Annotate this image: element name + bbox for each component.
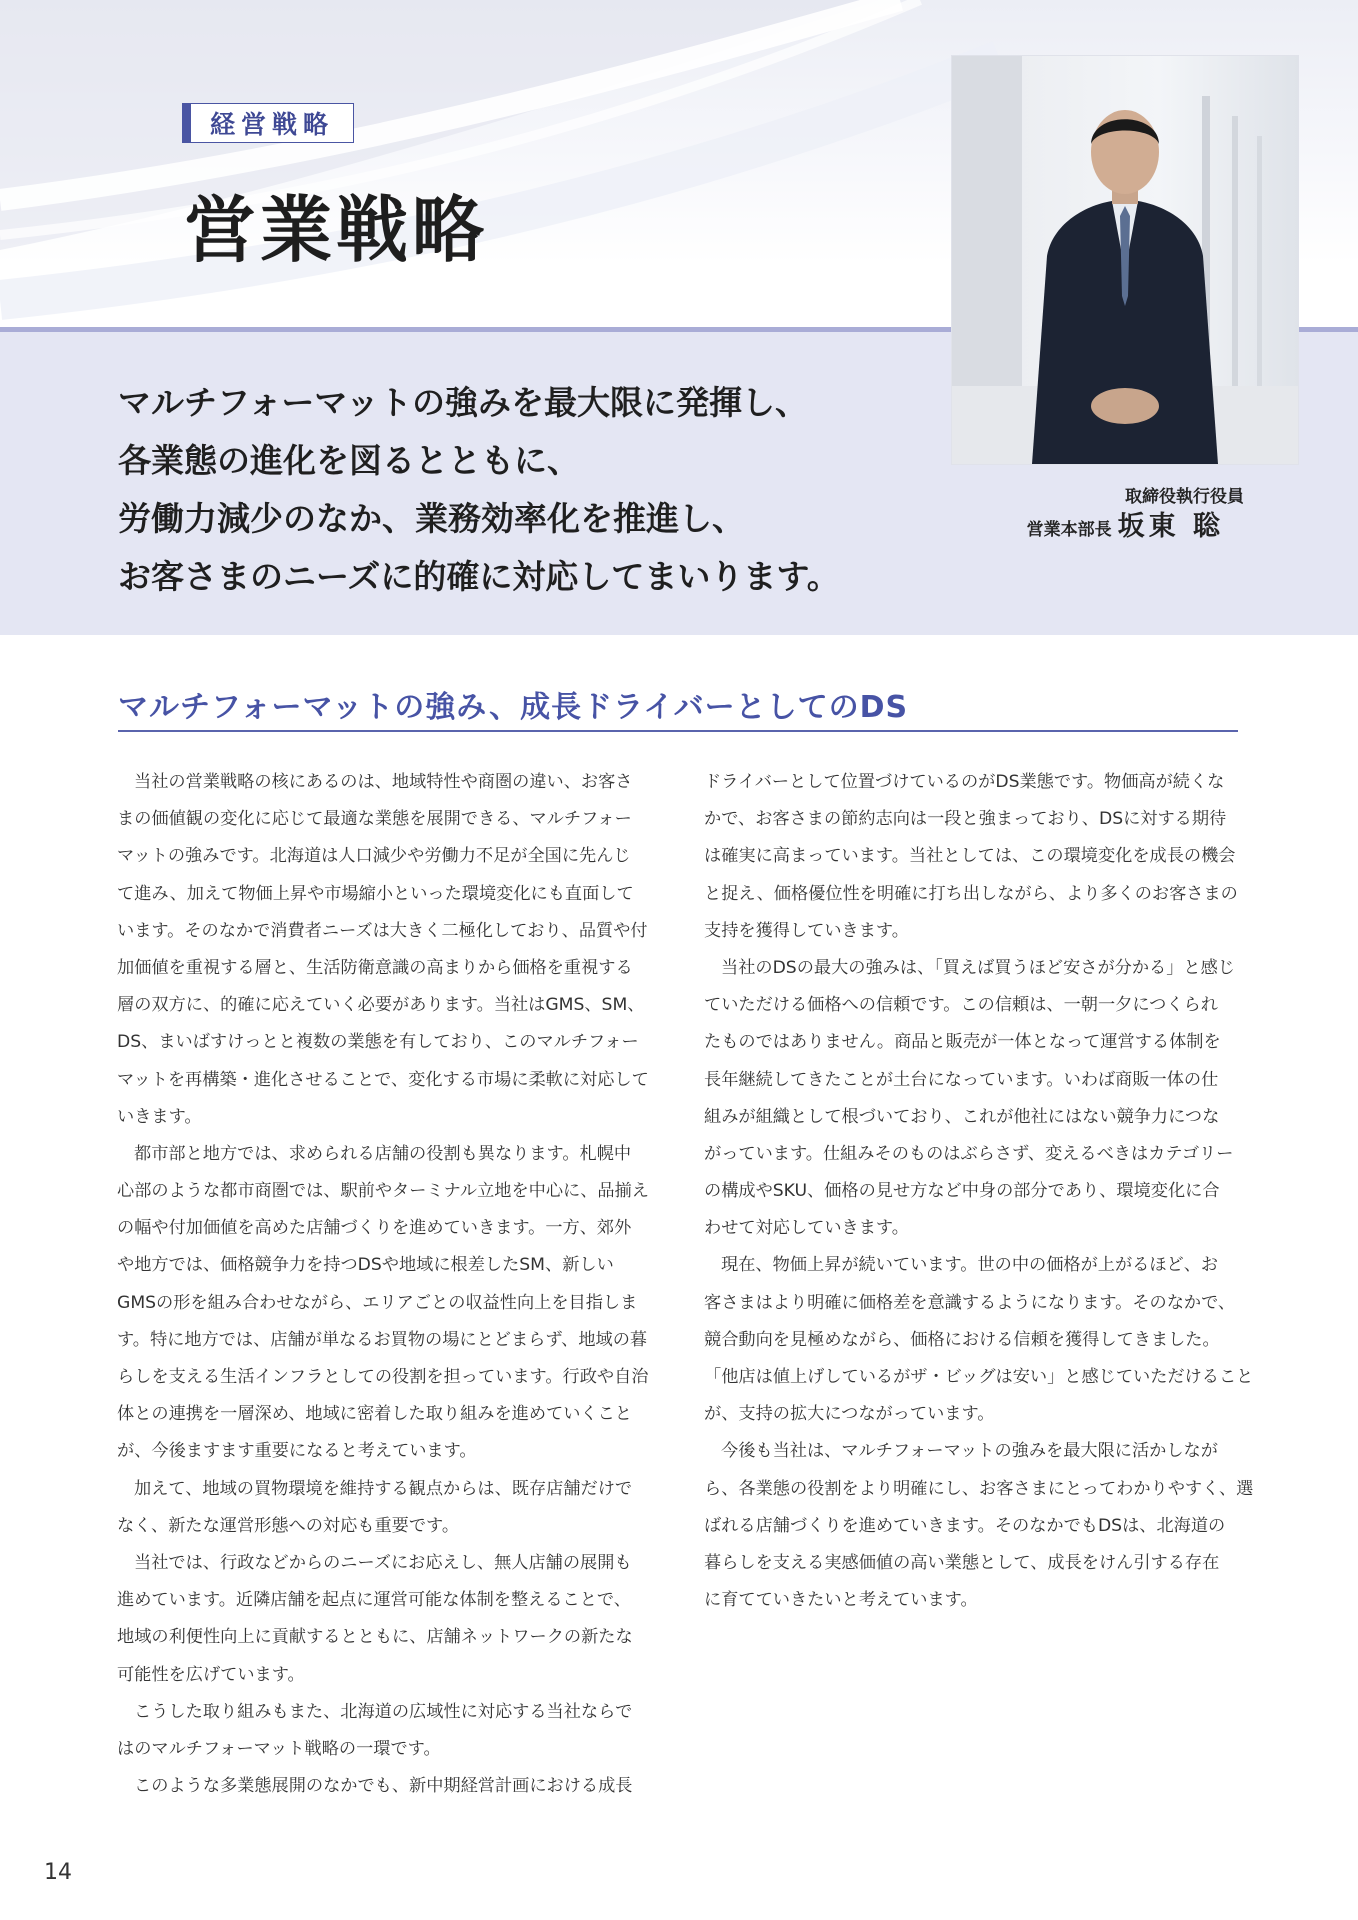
body-line: 進めています。近隣店舗を起点に運営可能な体制を整えることで、: [117, 1590, 631, 1611]
body-line: こうした取り組みもまた、北海道の広域性に対応する当社ならで: [134, 1701, 633, 1722]
body-line: いきます。: [117, 1106, 202, 1127]
body-line: はのマルチフォーマット戦略の一環です。: [117, 1738, 441, 1759]
body-line: す。特に地方では、店舗が単なるお買物の場にとどまらず、地域の暮: [117, 1329, 648, 1350]
body-line: たものではありません。商品と販売が一体となって運営する体制を: [704, 1032, 1221, 1053]
body-line: 都市部と地方では、求められる店舗の役割も異なります。札幌中: [134, 1143, 632, 1164]
body-line: 長年継続してきたことが土台になっています。いわば商販一体の仕: [704, 1069, 1219, 1090]
body-line: 暮らしを支える実感価値の高い業態として、成長をけん引する存在: [704, 1552, 1220, 1573]
body-line: 地域の利便性向上に貢献するとともに、店舗ネットワークの新たな: [117, 1627, 633, 1648]
section-divider: [118, 730, 1238, 732]
body-line: ばれる店舗づくりを進めていきます。そのなかでもDSは、北海道の: [704, 1515, 1226, 1536]
body-line: 可能性を広げています。: [117, 1664, 305, 1685]
body-line: が、支持の拡大につながっています。: [704, 1404, 995, 1425]
body-line: が、今後ますます重要になると考えています。: [117, 1441, 477, 1462]
body-line: 心部のような都市商圏では、駅前やターミナル立地を中心に、品揃え: [117, 1181, 649, 1202]
body-line: かで、お客さまの節約志向は一段と強まっており、DSに対する期待: [704, 809, 1227, 830]
executive-name-row: [1000, 504, 1224, 543]
lead-line: お客さまのニーズに的確に対応してまいります。: [118, 557, 840, 596]
category-tag: [182, 103, 354, 143]
body-column-right: [704, 764, 1254, 1619]
executive-name: 坂東 聡: [1117, 511, 1224, 542]
body-line: がっています。仕組みそのものはぶらさず、変えるべきはカテゴリー: [704, 1143, 1234, 1164]
body-line: 組みが組織として根づいており、これが他社にはない競争力につな: [704, 1106, 1220, 1127]
body-line: ドライバーとして位置づけているのがDS業態です。物価高が続くな: [704, 772, 1225, 792]
category-tag-label: 経営戦略: [209, 110, 334, 139]
body-line: 層の双方に、的確に応えていく必要があります。当社はGMS、SM、: [117, 995, 645, 1016]
page-title: 営業戦略: [184, 188, 489, 272]
executive-photo: [952, 56, 1298, 464]
section-heading: マルチフォーマットの強み、成長ドライバーとしてのDS: [118, 690, 909, 725]
body-line: 現在、物価上昇が続いています。世の中の価格が上がるほど、お: [721, 1255, 1219, 1276]
body-line: らしを支える生活インフラとしての役割を担っています。行政や自治: [117, 1367, 649, 1387]
body-line: 加価値を重視する層と、生活防衛意識の高まりから価格を重視する: [117, 957, 633, 978]
lead-statement: [118, 374, 938, 606]
body-line: 支持を獲得していきます。: [704, 920, 909, 941]
tag-accent-bar: [183, 104, 191, 142]
lead-line: 各業態の進化を図るとともに、: [118, 441, 580, 480]
body-line: なく、新たな運営形態への対応も重要です。: [117, 1515, 460, 1536]
body-line: 「他店は値上げしているがザ・ビッグは安い」と感じていただけること: [704, 1367, 1254, 1387]
body-line: 客さまはより明確に価格差を意識するようになります。そのなかで、: [704, 1292, 1236, 1313]
body-column-left: [117, 764, 651, 1805]
body-line: 加えて、地域の買物環境を維持する観点からは、既存店舗だけで: [134, 1478, 633, 1499]
executive-role: 取締役執行役員: [1125, 487, 1244, 507]
body-line: マットを再構築・進化させることで、変化する市場に柔軟に対応して: [117, 1069, 649, 1090]
body-line: DS、まいばすけっとと複数の業態を有しており、このマルチフォー: [117, 1032, 639, 1053]
body-line: に育てていきたいと考えています。: [704, 1590, 978, 1611]
lead-line: 労働力減少のなか、業務効率化を推進し、: [118, 499, 745, 538]
body-line: と捉え、価格優位性を明確に打ち出しながら、より多くのお客さまの: [704, 883, 1238, 904]
body-line: 当社のDSの最大の強みは、「買えば買うほど安さが分かる」と感じ: [721, 957, 1235, 978]
body-line: 当社では、行政などからのニーズにお応えし、無人店舗の展開も: [134, 1552, 632, 1573]
body-line: 体との連携を一層深め、地域に密着した取り組みを進めていくこと: [117, 1404, 632, 1425]
body-line: の構成やSKU、価格の見せ方など中身の部分であり、環境変化に合: [704, 1181, 1220, 1202]
body-line: て進み、加えて物価上昇や市場縮小といった環境変化にも直面して: [117, 883, 634, 904]
body-line: GMSの形を組み合わせながら、エリアごとの収益性向上を目指しま: [117, 1292, 638, 1313]
body-line: は確実に高まっています。当社としては、この環境変化を成長の機会: [704, 846, 1236, 867]
executive-department: 営業本部長: [1026, 520, 1112, 540]
body-line: います。そのなかで消費者ニーズは大きく二極化しており、品質や付: [117, 920, 648, 941]
body-line: ていただける価格への信頼です。この信頼は、一朝一夕につくられ: [704, 995, 1218, 1016]
body-line: まの価値観の変化に応じて最適な業態を展開できる、マルチフォー: [117, 809, 632, 830]
body-line: の幅や付加価値を高めた店舗づくりを進めていきます。一方、郊外: [117, 1218, 632, 1239]
body-line: や地方では、価格競争力を持つDSや地域に根差したSM、新しい: [117, 1255, 614, 1276]
page-number: 14: [44, 1860, 72, 1885]
body-line: 競合動向を見極めながら、価格における信頼を獲得してきました。: [704, 1329, 1220, 1350]
body-line: わせて対応していきます。: [704, 1218, 909, 1239]
body-line: ら、各業態の役割をより明確にし、お客さまにとってわかりやすく、選: [704, 1478, 1254, 1499]
lead-line: マルチフォーマットの強みを最大限に発揮し、: [118, 383, 809, 422]
body-line: 当社の営業戦略の核にあるのは、地域特性や商圏の違い、お客さ: [134, 772, 633, 792]
executive-portrait-image: [952, 56, 1298, 464]
body-line: マットの強みです。北海道は人口減少や労働力不足が全国に先んじ: [117, 846, 631, 867]
body-line: 今後も当社は、マルチフォーマットの強みを最大限に活かしなが: [721, 1441, 1218, 1462]
body-line: このような多業態展開のなかでも、新中期経営計画における成長: [134, 1776, 633, 1797]
